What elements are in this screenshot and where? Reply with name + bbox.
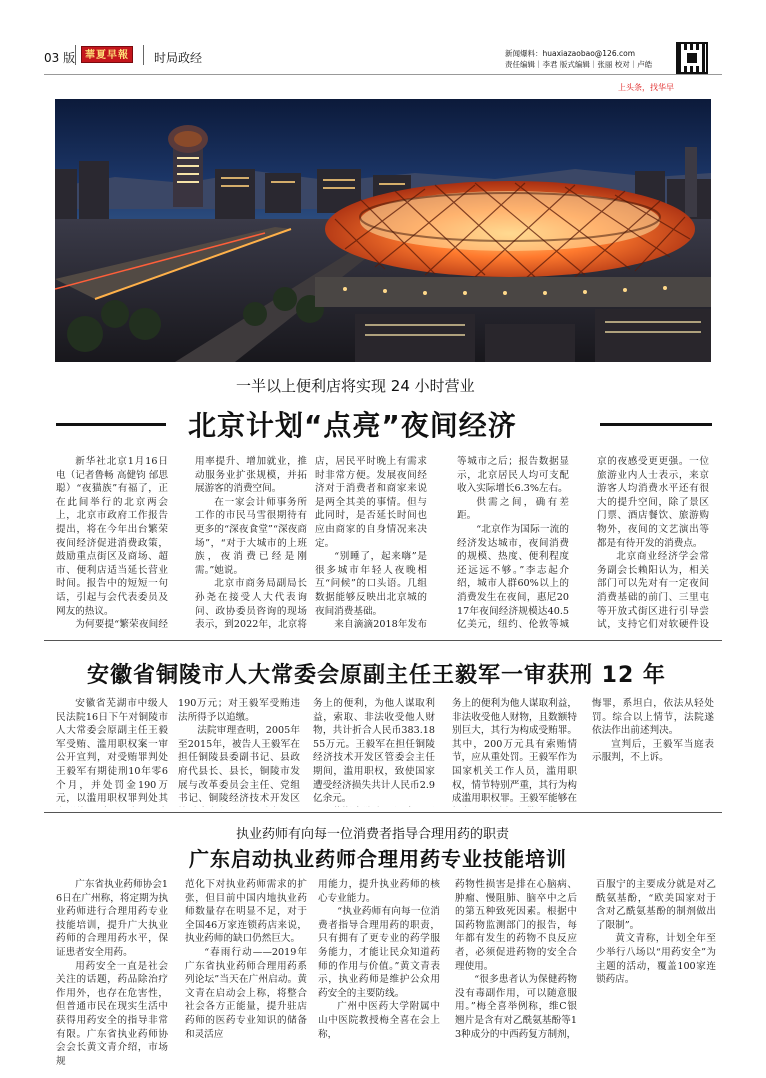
paragraph: 供需之间，确有差距。 xyxy=(457,496,569,522)
paragraph: “春雨行动——2019年广东省执业药师合理用药系列论坛”当天在广州启动。黄文青在启动会上称，将整合社会各方正能量，提升驻店药师的医药专业知识的储备和灵活应 xyxy=(185,946,307,1040)
header-separator xyxy=(75,45,76,65)
story3-headline: 广东启动执业药师合理用药专业技能培训 xyxy=(189,847,567,871)
editor-credits: 责任编辑｜李君 版式编辑｜张丽 校对｜卢皓 xyxy=(505,60,653,69)
story2-headline: 安徽省铜陵市人大常委会原副主任王毅军一审获刑 12 年 xyxy=(87,663,666,688)
paragraph: 药物性损害是排在心脑病、肿瘤、慢阻肺、脑卒中之后的第五种致死因素。根据中国药物监测部门的报告，每年都有发生的药物不良反应者，必须促进药物的安全合理使用。 xyxy=(455,879,577,972)
story3-column xyxy=(185,878,307,1074)
paragraph: 宣判后，王毅军当庭表示服判，不上诉。 xyxy=(592,738,714,764)
page-header xyxy=(0,36,766,96)
paragraph: 190万元；对王毅军受贿违法所得予以追缴。 xyxy=(178,698,300,723)
paragraph: 范化下对执业药师需求的扩张，但目前中国内地执业药师数量存在明显不足，对于全国46万家连锁药店来说，执业药师的缺口仍然巨大。 xyxy=(185,879,307,945)
story3-column xyxy=(455,878,577,1074)
story3-kicker: 执业药师有向每一位消费者指导合理用药的职责 xyxy=(236,827,510,842)
paragraph: 新华社北京1月16日电（记者鲁畅 高健钧 邰思聪）“夜猫族”有福了，正在此间举行的北京两会上，北京市政府工作报告提出，将在今年出台繁荣夜间经济促进消费政策，鼓励重点街区及商场、超市、便利店适当延长营业时间。报告中的短短一句话，引起与会代表委员及网友的热议。 xyxy=(56,456,168,617)
paragraph: 用药安全一直是社会关注的话题，药品除治疗作用外，也存在危害性，但普通市民在现实生活中获得用药安全的指导非常有限。广东省执业药师协会会长黄文青介绍，市场规 xyxy=(56,960,168,1067)
paragraph: 用率提升、增加就业，推动服务业扩张规模，并拓展游客的消费空间。 xyxy=(195,456,307,495)
masthead-logo: 華夏早報 xyxy=(81,46,133,63)
story1-column xyxy=(457,455,569,631)
news-hotline: 新闻爆料：huaxiazaobao@126.com xyxy=(505,49,636,58)
section-divider xyxy=(44,640,722,641)
birds-nest-night-photo xyxy=(55,99,711,362)
paragraph: “别睡了，起来嗨”是很多城市年轻人夜晚相互“问候”的口头语。几组数据能够反映出北京城的夜间消费基础。 xyxy=(315,551,427,617)
header-slogan: 上头条，找华早 xyxy=(618,83,674,92)
paragraph: 北京市商务局副局长孙尧在接受人大代表询问、政协委员咨询的现场表示，到2022年，北京将 xyxy=(195,578,307,631)
paragraph: 百服宁的主要成分就是对乙酰氨基酚，“欧美国家对于含对乙酰氨基酚的制剂做出了限制”。 xyxy=(596,879,716,931)
story1-column xyxy=(56,455,168,631)
paragraph: 法院审理查明，2005年至2015年，被告人王毅军在担任铜陵县委副书记、县政府代县长、县长，铜陵市发展与改革委员会主任、党组书记、铜陵经济技术开发区 xyxy=(178,725,300,805)
paragraph: 在一家会计师事务所工作的市民马雪很期待有更多的“深夜食堂”“深夜商场”，“对于大城市的上班族，夜消费已经是刚需。”她说。 xyxy=(195,496,307,576)
paragraph: 务上的便利为他人谋取利益，非法收受他人财物，且数额特别巨大，其行为构成受贿罪。其中，200万元具有索贿情节，应从重处罚。王毅军作为国家机关工作人员，滥用职权，情节特别严重，其行为构成滥用职权罪。王毅军能够在 xyxy=(452,698,577,805)
paragraph: 务上的便利，为他人谋取利益，索取、非法收受他人财物，共计折合人民币383.1855万元。王毅军在担任铜陵经济技术开发区管委会主任期间，滥用职权，致使国家遭受经济损失共计人民币2.9亿余元。 xyxy=(313,698,435,805)
story2-column xyxy=(592,697,714,807)
section-name: 时局政经 xyxy=(154,51,203,65)
qr-code-icon xyxy=(676,42,708,74)
story2-column xyxy=(313,697,435,807)
story1-kicker: 一半以上便利店将实现 24 小时营业 xyxy=(236,377,475,395)
paragraph xyxy=(313,806,435,807)
headline-bar xyxy=(600,423,712,426)
paragraph: 广东省执业药师协会16日在广州称，将定期为执业药师进行合理用药专业技能培训，提升广大执业药师的合理用药水平，保证患者安全用药。 xyxy=(56,879,168,958)
paragraph: 京的夜感受更更强。一位旅游业内人士表示，来京游客人均消费水平还有很大的提升空间，除了景区门票、酒店餐饮、旅游购物外，夜间的文艺演出等都是有待开发的消费点。 xyxy=(597,456,709,549)
story2-column xyxy=(178,697,300,807)
headline-bar xyxy=(56,423,166,426)
story3-column xyxy=(318,878,440,1074)
paragraph: “执业药师有向每一位消费者指导合理用药的职责，只有拥有了更专业的药学服务能力，才能让民众知道药师的作用与价值。”黄文青表示，执业药师是维护公众用药安全的主要防线。 xyxy=(318,906,440,999)
story1-column xyxy=(597,455,709,631)
paragraph: 安徽省芜湖市中级人民法院16日下午对铜陵市人大常委会原副主任王毅军受贿、滥用职权案一审公开宣判，对受贿罪判处王毅军有期徒刑10年零6个月，并处罚金190万元，以滥用职权罪判处其 xyxy=(56,698,168,805)
paragraph: 悔罪，系坦白，依法从轻处罚。综合以上情节，法院遂依法作出前述判决。 xyxy=(592,698,714,737)
paragraph: “很多患者认为保健药物没有毒副作用，可以随意服用。”梅全喜举例称，维C银翘片是含有对乙酰氨基酚等13种成分的中西药复方制剂， xyxy=(455,974,577,1040)
story1-headline: 北京计划“点亮”夜间经济 xyxy=(188,409,517,442)
story2-column xyxy=(452,697,577,807)
page-number: 03 版 xyxy=(44,51,76,65)
paragraph: 为何要提“繁荣夜间经 xyxy=(75,619,168,631)
paragraph: 广州中医药大学附属中山中医院教授梅全喜在会上称， xyxy=(318,1001,440,1040)
paragraph: 等城市之后；报告数据显示，北京居民人均可支配收入实际增长6.3%左右。 xyxy=(457,456,569,495)
header-rule xyxy=(44,74,722,75)
header-separator xyxy=(143,45,144,65)
story1-column xyxy=(195,455,307,631)
story3-column xyxy=(56,878,168,1074)
story1-column xyxy=(315,455,427,631)
story3-column xyxy=(596,878,716,1074)
story2-column xyxy=(56,697,168,807)
paragraph: 北京商业经济学会常务副会长赖阳认为，相关部门可以先对有一定夜间消费基础的前门、三里屯等开放式街区进行引导尝试，支持它们对软硬件设 xyxy=(597,551,709,631)
paragraph: “北京作为国际一流的经济发达城市，夜间消费的规模、热度、便利程度还远远不够。”李志起介绍，城市人群60%以上的消费发生在夜间，惠尼2017年夜间经济规模达40.5亿美元，纽约、伦敦等城 xyxy=(457,523,569,631)
paragraph: 用能力，提升执业药师的核心专业能力。 xyxy=(318,879,440,904)
paragraph: 黄文青称，计划全年至少举行八场以“用药安全”为主题的活动，覆盖100家连锁药店。 xyxy=(596,933,716,986)
paragraph: 店，居民平时晚上有需求时非常方便。发展夜间经济对于消费者和商家来说是两全其美的事情。但与此同时，是否延长时间也应由商家的自身情况来决定。 xyxy=(315,456,427,549)
section-divider xyxy=(44,812,722,813)
paragraph: 来自滴滴2018年发布 xyxy=(334,619,427,631)
